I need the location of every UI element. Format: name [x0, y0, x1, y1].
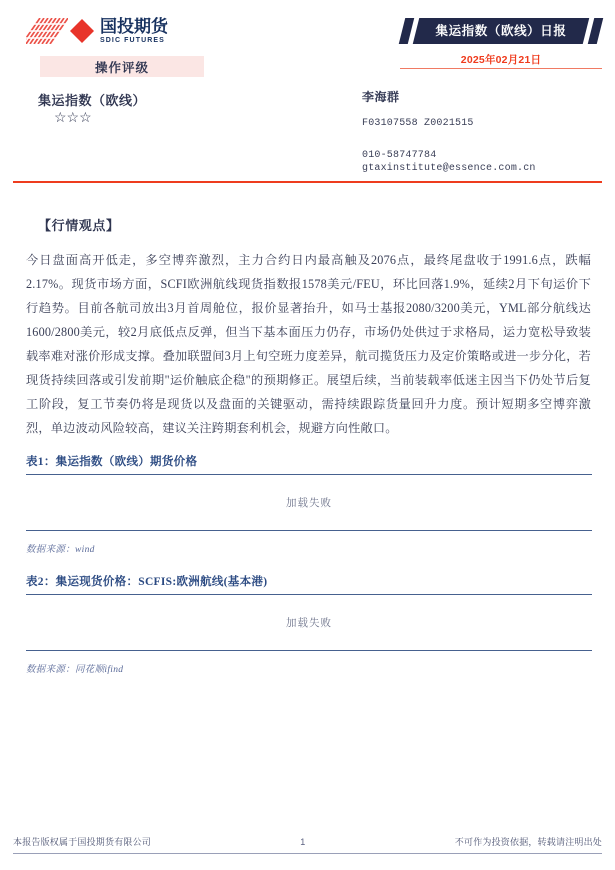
table-1-body — [26, 475, 592, 530]
market-view-paragraph: 今日盘面高开低走，多空博弈激烈，主力合约日内最高触及2076点，最终尾盘收于1991.6点，跌幅2.17%。现货市场方面，SCFI欧洲航线现货指数报1578美元/FEU，环比回落1.9%，延续2月下旬运价下行趋势。目前各航司放出3月首周舱位，报价显著抬升，如马士基报2080/3200美元，YML部分航线达1600/2800美元，较2月底低点反弹，但当下基本面压力仍存，市场仍处供过于求格局，运力宽松导致装载率难对涨价形成支撑。叠加联盟间3月上旬空班力度差异，航司揽货压力及定价策略或进一步分化，若现货持续回落或引发前期"运价触底企稳"的预期修正。展望后续，当前装载率低迷主因当下仍处节后复工阶段，复工节奏仍将是现货以及盘面的关键驱动，需持续跟踪货量回升力度。预计短期多空博弈激烈，单边波动风险较高，建议关注跨期套利机会，规避方向性敞口。 — [26, 253, 591, 435]
report-header — [0, 0, 615, 180]
logo-hatch-icon — [26, 18, 68, 44]
report-footer — [13, 835, 602, 854]
date-underline — [400, 68, 602, 69]
logo-name-en: SDIC FUTURES — [100, 37, 165, 44]
table-2-body — [26, 595, 592, 650]
table-1-source: 数据来源：wind — [26, 545, 95, 555]
table-2-source: 数据来源：同花顺ifind — [26, 665, 124, 675]
analyst-name: 李海群 — [362, 90, 400, 104]
contact-spacer — [362, 131, 602, 149]
report-type-badge — [400, 18, 602, 44]
report-date — [400, 50, 602, 68]
footer-row — [13, 835, 602, 853]
footer-copyright: 本报告版权属于国投期货有限公司 — [13, 837, 152, 847]
footer-page-number: 1 — [300, 837, 306, 847]
analyst-phone: 010-58747784 — [362, 149, 437, 161]
report-date-text: 2025年02月21日 — [460, 54, 542, 66]
header-divider — [13, 181, 602, 183]
table-2-status-text: 加载失败 — [286, 618, 332, 629]
rating-banner-label: 操作评级 — [94, 60, 149, 75]
analyst-contact-block — [362, 88, 602, 176]
table-block-1 — [26, 453, 592, 555]
logo-name-cn: 国投期货 — [100, 17, 168, 36]
analyst-license: F03107558 Z0021515 — [362, 118, 474, 129]
logo-wordmark — [100, 18, 168, 44]
footer-divider — [13, 853, 602, 854]
company-logo — [26, 18, 168, 44]
table-1-status-text: 加载失败 — [286, 498, 332, 509]
logo-diamond-icon — [69, 18, 95, 44]
rating-product-name: 集运指数（欧线） — [38, 93, 147, 108]
table-1-bottom-rule — [26, 530, 592, 531]
rating-stars: ☆☆☆ — [54, 111, 92, 126]
rating-banner — [40, 56, 204, 77]
table-2-title: 表2：集运现货价格：SCFIS:欧洲航线(基本港) — [26, 576, 268, 588]
table-2-bottom-rule — [26, 650, 592, 651]
analyst-email: gtaxinstitute@essence.com.cn — [362, 163, 536, 174]
table-1-title: 表1：集运指数（欧线）期货价格 — [26, 456, 198, 468]
badge-label: 集运指数（欧线）日报 — [435, 24, 567, 38]
footer-disclaimer: 不可作为投资依据，转载请注明出处 — [454, 837, 602, 847]
table-block-2 — [26, 573, 592, 675]
market-view-heading: 【行情观点】 — [38, 218, 120, 233]
